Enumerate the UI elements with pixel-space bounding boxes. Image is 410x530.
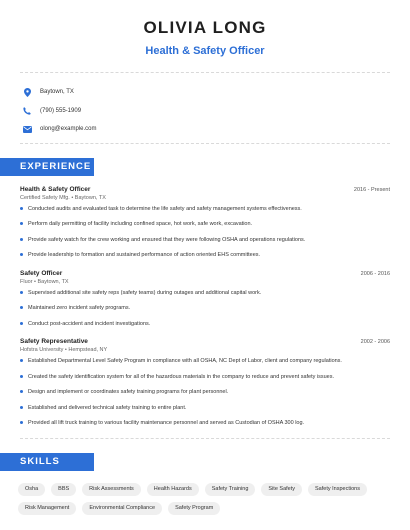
location-pin-icon — [22, 87, 32, 97]
job-entry — [0, 186, 410, 267]
section-heading-experience-text: EXPERIENCE — [20, 161, 92, 172]
divider — [20, 143, 390, 144]
skill-chip: Safety Inspections — [308, 483, 367, 496]
job-entry-title: Safety Representative — [20, 338, 88, 345]
phone-icon — [22, 106, 32, 116]
job-bullet: Provide leadership to formation and sustained performance of action oriented EHS committees. — [20, 251, 390, 267]
job-bullet: Provide safety watch for the crew working and ensured that they were following OSHA and operations regulations. — [20, 236, 390, 252]
job-bullet: Conducted audits and evaluated task to determine the life safety and safety management systems effectiveness. — [20, 205, 390, 221]
contact-phone — [22, 102, 410, 120]
job-bullet: Established and delivered technical safety training to entire plant. — [20, 404, 390, 420]
job-bullet: Established Departmental Level Safety Program in compliance with all OSHA, NC Dept of Labor, client and company regulations. — [20, 357, 390, 373]
skill-chip: Risk Assessments — [82, 483, 141, 496]
email-icon — [22, 124, 32, 134]
job-bullet: Created the safety identification system for all of the hazardous materials in the company to reduce and prevent safety issues. — [20, 373, 390, 389]
contact-location-text: Baytown, TX — [40, 89, 74, 95]
job-entry-company: Certified Safety Mfg. • Baytown, TX — [20, 194, 106, 201]
skill-chip: Osha — [18, 483, 45, 496]
job-entry-dates: 2002 - 2006 — [360, 339, 390, 345]
skill-chip: Safety Program — [168, 502, 220, 515]
job-bullet: Perform daily permitting of facility including confined space, hot work, safe work, excavation. — [20, 220, 390, 236]
job-bullet: Conduct post-accident and incident investigations. — [20, 320, 390, 336]
experience-list — [0, 186, 410, 435]
contact-location — [22, 83, 410, 101]
job-entry-company: Hofstra University • Hempstead, NY — [20, 347, 108, 353]
job-bullet: Provided all lift truck training to various facility maintenance personnel and served as Custodian of OSHA 300 log. — [20, 419, 390, 435]
resume-header — [0, 0, 410, 58]
section-heading-skills — [0, 453, 94, 471]
job-entry-title: Health & Safety Officer — [20, 185, 91, 193]
job-bullet: Design and implement or coordinates safety training programs for plant personnel. — [20, 388, 390, 404]
skill-chip: Environmental Compliance — [82, 502, 162, 515]
contact-list — [0, 73, 410, 143]
skill-chip: Site Safety — [261, 483, 302, 496]
candidate-name: OLIVIA LONG — [143, 18, 267, 37]
job-entry — [0, 270, 410, 336]
job-bullet: Supervised additional site safety reps (safety teams) during outages and additional capital work. — [20, 289, 390, 305]
job-entry — [0, 338, 410, 435]
job-entry-dates: 2016 - Present — [353, 186, 390, 193]
contact-phone-text: (790) 555-1909 — [40, 107, 82, 114]
job-bullet: Maintained zero incident safety programs. — [20, 304, 390, 320]
job-entry-company: Fluor • Baytown, TX — [20, 278, 69, 285]
section-heading-skills-text: SKILLS — [20, 456, 60, 467]
section-heading-experience — [0, 158, 94, 176]
skill-chip: Risk Management — [18, 502, 76, 515]
skill-chip: Health Hazards — [147, 483, 199, 496]
contact-email-text[interactable]: olong@example.com — [40, 126, 97, 132]
skill-chip: BBS — [51, 483, 76, 496]
job-title-heading: Health & Safety Officer — [145, 45, 265, 57]
skill-chip: Safety Training — [205, 483, 256, 496]
contact-email[interactable] — [22, 120, 410, 138]
job-entry-dates: 2006 - 2016 — [360, 270, 390, 277]
skills-list — [0, 483, 410, 515]
job-entry-title: Safety Officer — [20, 269, 63, 277]
divider — [20, 438, 390, 439]
